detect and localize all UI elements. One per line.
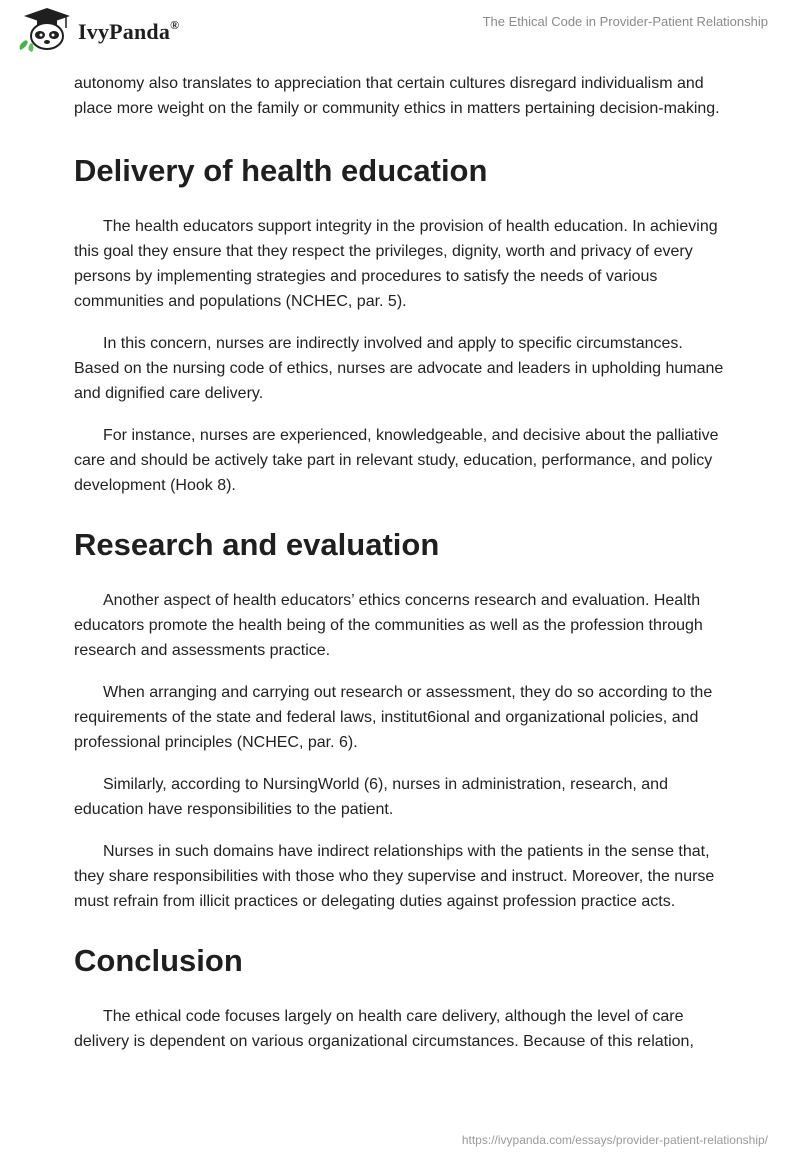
section-heading-delivery: Delivery of health education: [74, 153, 488, 188]
paragraph: Another aspect of health educators’ ethics concerns research and evaluation. Health educators promote the health being of the communities as well as the profession through research and assessments practice.: [74, 592, 703, 659]
paragraph: In this concern, nurses are indirectly involved and apply to specific circumstances. Based on the nursing code of ethics, nurses are advocate and leaders in upholding humane and dignified care delivery.: [74, 335, 724, 402]
paragraph: Nurses in such domains have indirect relationships with the patients in the sense that, they share responsibilities with those who they supervise and instruct. Moreover, the nurse must refrain from illicit practices or delegating duties against profession practice acts.: [74, 843, 715, 910]
brand-text: IvyPanda: [78, 19, 171, 44]
page-header: [0, 0, 800, 60]
registered-mark: ®: [170, 17, 180, 32]
section-heading-conclusion: Conclusion: [74, 943, 243, 978]
brand-name[interactable]: [78, 19, 179, 45]
paragraph: When arranging and carrying out research or assessment, they do so according to the requirements of the state and federal laws, institut6ional and organizational policies, and professional principles (NCHEC, par. 6).: [74, 684, 713, 751]
paragraph: Similarly, according to NursingWorld (6), nurses in administration, research, and education have responsibilities to the patient.: [74, 776, 668, 818]
essay-body: [74, 71, 730, 1054]
paragraph: The health educators support integrity in the provision of health education. In achieving this goal they ensure that they respect the privileges, dignity, worth and privacy of every persons by implementing strategies and procedures to satisfy the needs of various communities and populations (NCHEC, par. 5).: [74, 218, 718, 310]
intro-paragraph: autonomy also translates to appreciation that certain cultures disregard individualism and place more weight on the family or community ethics in matters pertaining decision-making.: [74, 75, 720, 117]
paragraph: The ethical code focuses largely on health care delivery, although the level of care delivery is dependent on various organizational circumstances. Because of this relation,: [74, 1008, 694, 1050]
paragraph: For instance, nurses are experienced, knowledgeable, and decisive about the palliative care and should be actively take part in relevant study, education, performance, and policy development (Hook 8).: [74, 427, 719, 494]
panda-logo-icon[interactable]: [14, 6, 78, 52]
document-title: The Ethical Code in Provider-Patient Relationship: [482, 14, 768, 29]
source-url-link[interactable]: https://ivypanda.com/essays/provider-patient-relationship/: [461, 1133, 768, 1147]
section-heading-research: Research and evaluation: [74, 527, 440, 562]
